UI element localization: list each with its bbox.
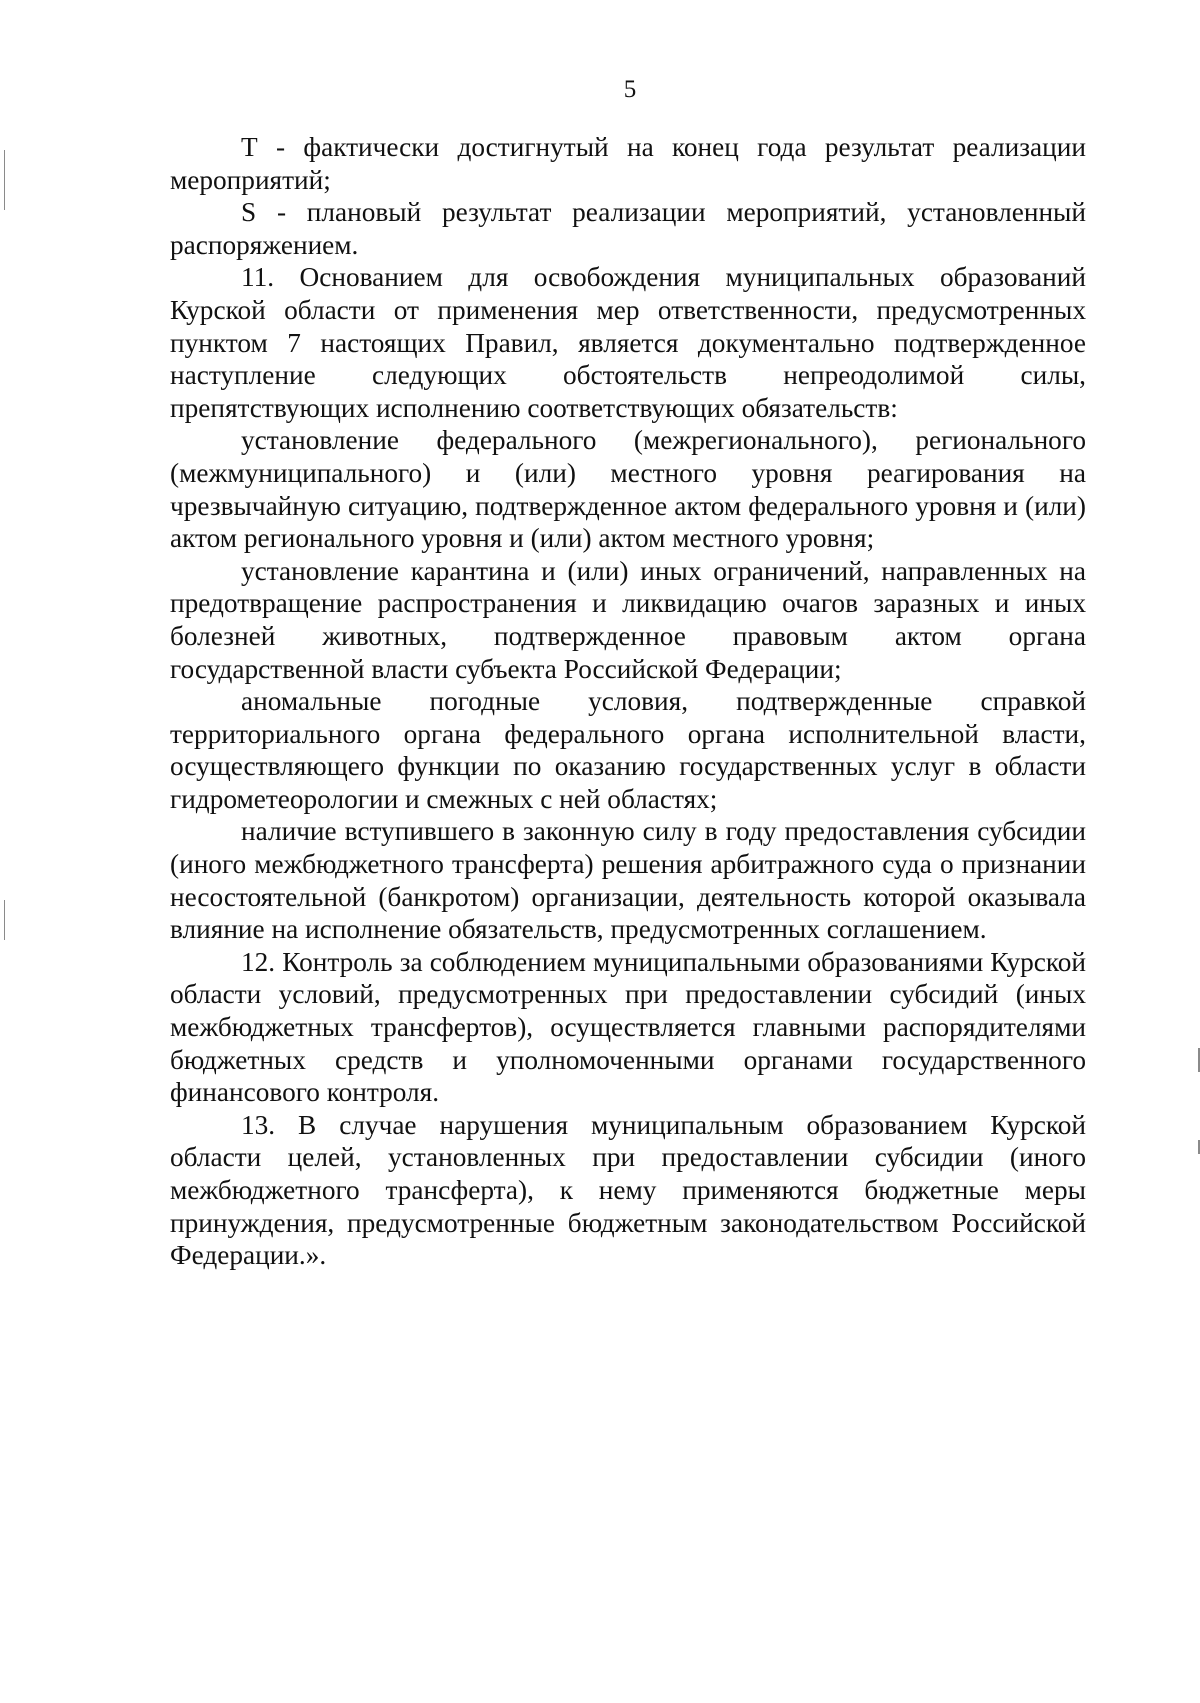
paragraph-11-item-bankruptcy: наличие вступившего в законную силу в году предоставления субсидии (иного межбюджетного трансферта) решения арбитражного суда о признании несостоятельной (банкротом) организации, деятельность которой оказывала влияние на исполнение обязательств, предусмотренных соглашением.: [170, 816, 1086, 945]
paragraph-12: 12. Контроль за соблюдением муниципальными образованиями Курской области условий, предусмотренных при предоставлении субсидий (иных межбюджетных трансфертов), осуществляется главными распорядителями бюджетных средств и уполномоченными органами государственного финансового контроля.: [170, 946, 1086, 1108]
document-body: [170, 131, 1086, 1272]
scan-edge-mark: [4, 900, 5, 940]
paragraph-11-item-quarantine: установление карантина и (или) иных ограничений, направленных на предотвращение распространения и ликвидацию очагов заразных и иных болезней животных, подтвержденное правовым актом органа государственной власти субъекта Российской Федерации;: [170, 555, 1086, 684]
paragraph-11: 11. Основанием для освобождения муниципальных образований Курской области от применения мер ответственности, предусмотренных пунктом 7 настоящих Правил, является документально подтвержденное наступление следующих обстоятельств непреодолимой силы, препятствующих исполнению соответствующих обязательств:: [170, 262, 1086, 423]
paragraph-11-item-weather: аномальные погодные условия, подтвержденные справкой территориального органа федерального органа исполнительной власти, осуществляющего функции по оказанию государственных услуг в области гидрометеорологии и смежных с ней областях;: [170, 686, 1086, 814]
page-number: 5: [623, 76, 637, 103]
paragraph-13: 13. В случае нарушения муниципальным образованием Курской области целей, установленных при предоставлении субсидии (иного межбюджетного трансферта), к нему применяются бюджетные меры принуждения, предусмотренные бюджетным законодательством Российской Федерации.».: [170, 1109, 1086, 1271]
scan-edge-mark: [4, 150, 5, 210]
paragraph-definition-t: Т - фактически достигнутый на конец года результат реализации мероприятий;: [170, 132, 1086, 195]
paragraph-definition-s: S - плановый результат реализации мероприятий, установленный распоряжением.: [170, 197, 1086, 260]
paragraph-11-item-emergency: установление федерального (межрегионального), регионального (межмуниципального) и (или) местного уровня реагирования на чрезвычайную ситуацию, подтвержденное актом федерального уровня и (или) актом регионального уровня и (или) актом местного уровня;: [170, 425, 1086, 554]
